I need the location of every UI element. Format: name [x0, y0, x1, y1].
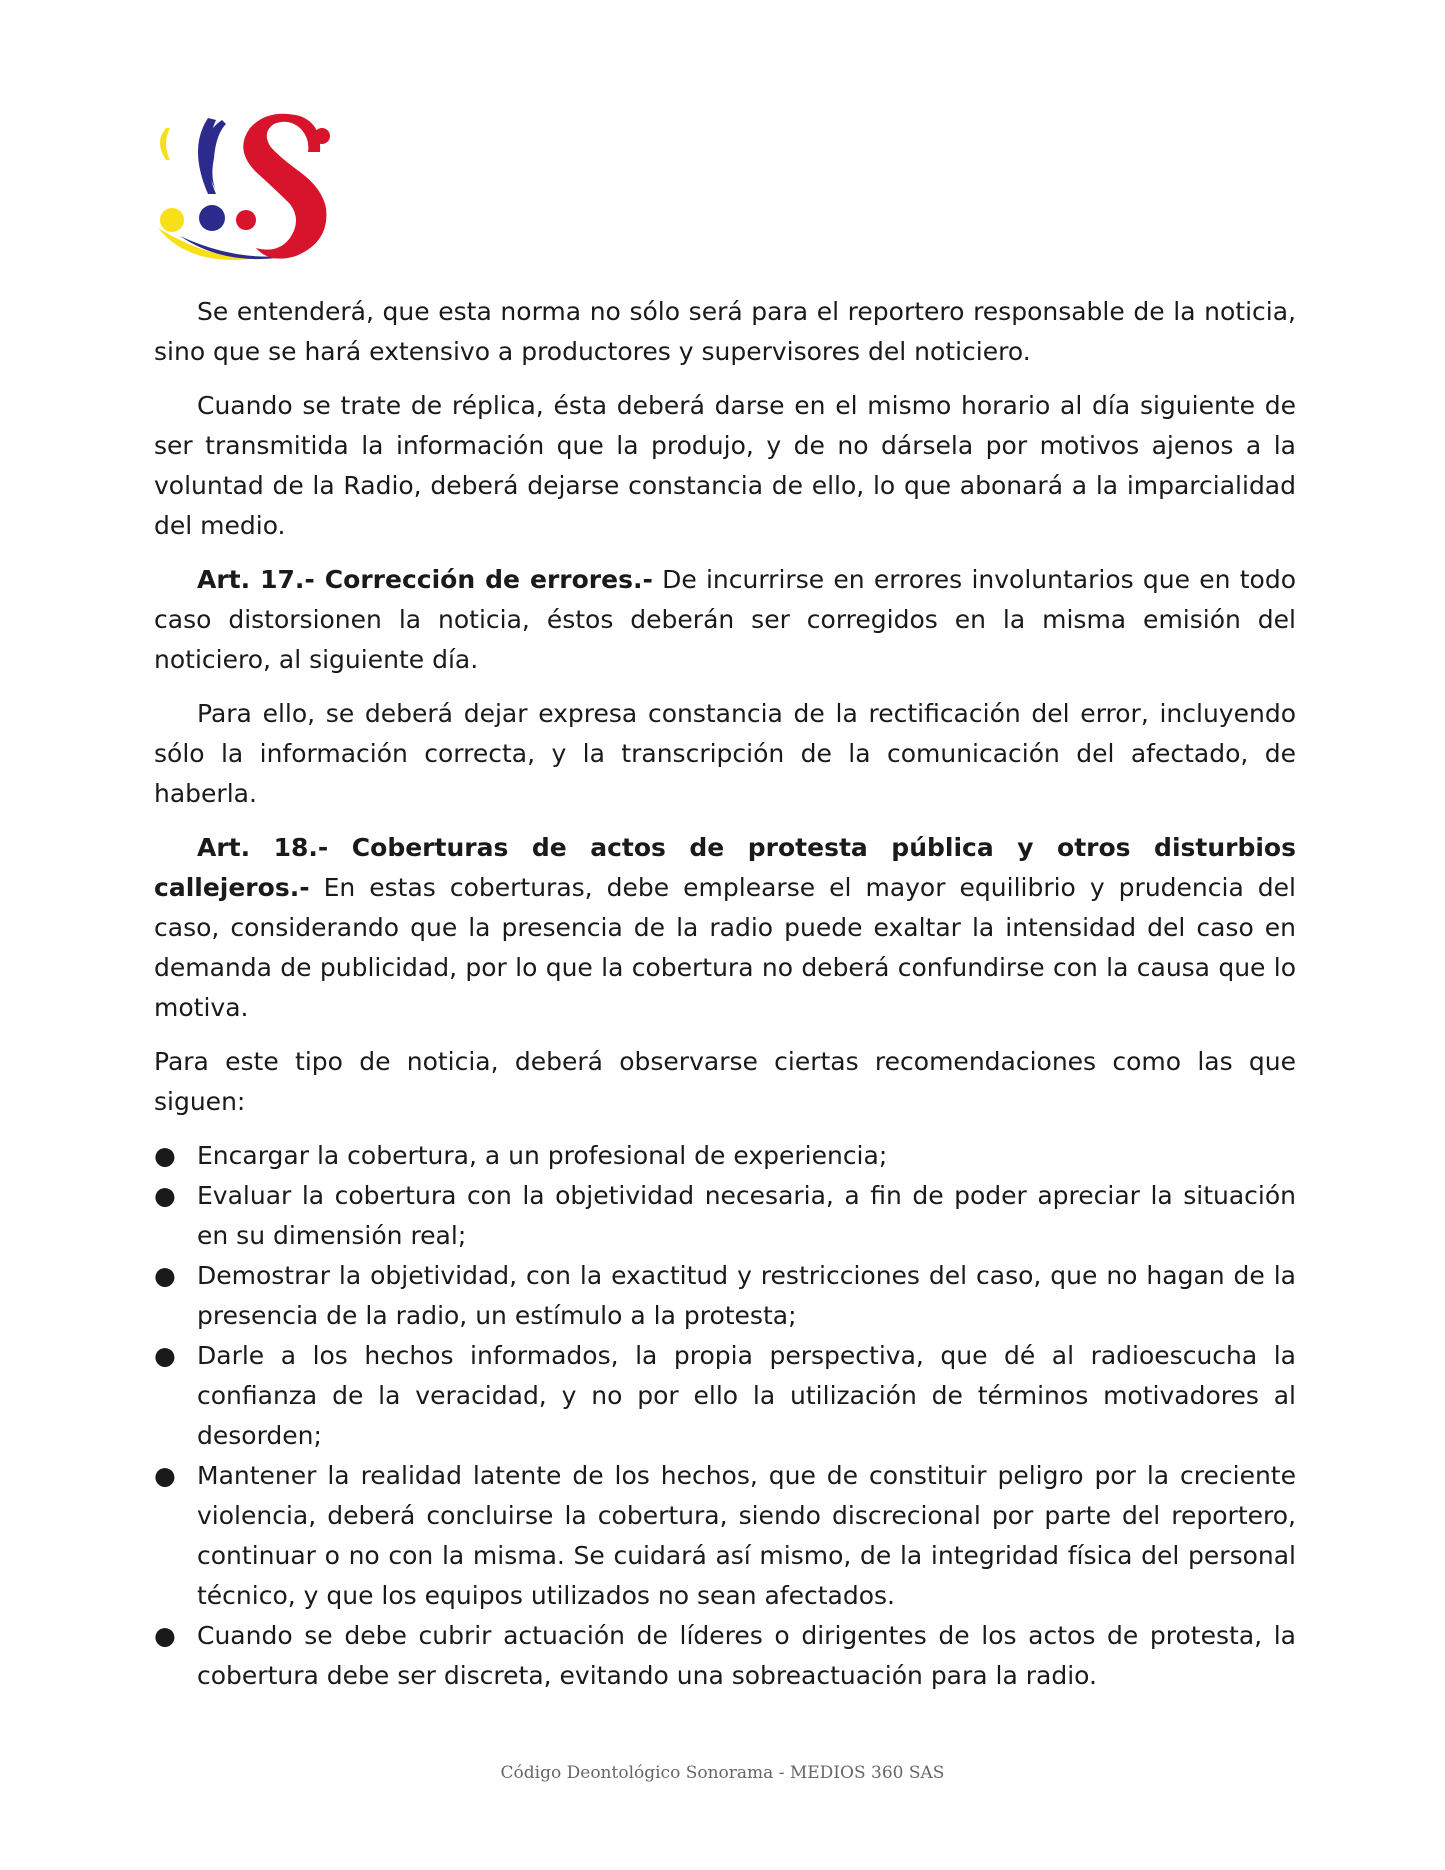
bullet-icon: ●: [154, 1141, 176, 1170]
list-item-text: Evaluar la cobertura con la objetividad necesaria, a fin de poder apreciar la situación en su dimensión real;: [197, 1181, 1296, 1250]
list-item-text: Mantener la realidad latente de los hechos, que de constituir peligro por la creciente violencia, deberá concluirse la cobertura, siendo discrecional por parte del reportero, continuar o no con la misma. Se cuidará así mismo, de la integridad física del personal técnico, y que los equipos utilizados no sean afectados.: [197, 1461, 1296, 1610]
paragraph-4: [154, 694, 1296, 814]
paragraph-text: De incurrirse en errores involuntarios que en todo caso distorsionen la noticia, éstos deberán ser corregidos en la misma emisión del noticiero, al siguiente día.: [154, 565, 1296, 674]
paragraph-text: Para este tipo de noticia, deberá observarse ciertas recomendaciones como las que siguen:: [154, 1047, 1296, 1116]
list-item: [154, 1176, 1296, 1256]
article-18: [154, 828, 1296, 1028]
bullet-icon: ●: [154, 1461, 176, 1490]
list-item: [154, 1336, 1296, 1456]
page-footer: Código Deontológico Sonorama - MEDIOS 360 SAS: [500, 1763, 945, 1783]
list-item-text: Demostrar la objetividad, con la exactitud y restricciones del caso, que no hagan de la presencia de la radio, un estímulo a la protesta;: [197, 1261, 1296, 1330]
bullet-icon: ●: [154, 1341, 176, 1370]
article-heading: Art. 17.- Corrección de errores.-: [197, 565, 653, 594]
list-item: [154, 1456, 1296, 1616]
bullet-icon: ●: [154, 1261, 176, 1290]
list-item: [154, 1616, 1296, 1696]
document-body: [154, 292, 1296, 1696]
paragraph-text: Para ello, se deberá dejar expresa constancia de la rectificación del error, incluyendo sólo la información correcta, y la transcripción de la comunicación del afectado, de haberla.: [154, 699, 1296, 808]
list-item: [154, 1136, 1296, 1176]
paragraph-text: En estas coberturas, debe emplearse el mayor equilibrio y prudencia del caso, considerando que la presencia de la radio puede exaltar la intensidad del caso en demanda de publicidad, por lo que la cobertura no deberá confundirse con la causa que lo motiva.: [154, 873, 1296, 1022]
article-heading: Art. 18.- Coberturas de actos de protesta pública y otros disturbios callejeros.-: [154, 833, 1296, 902]
bullet-icon: ●: [154, 1181, 176, 1210]
logo-red-s: [243, 114, 326, 259]
bullet-icon: ●: [154, 1621, 176, 1650]
list-item-text: Darle a los hechos informados, la propia perspectiva, que dé al radioescucha la confianza de la veracidad, y no por ello la utilización de términos motivadores al desorden;: [197, 1341, 1296, 1450]
logo-yellow-dot: [160, 208, 184, 232]
paragraph-text: Cuando se trate de réplica, ésta deberá darse en el mismo horario al día siguiente de ser transmitida la información que la produjo, y de no dársela por motivos ajenos a la voluntad de la Radio, deberá dejarse constancia de ello, lo que abonará a la imparcialidad del medio.: [154, 391, 1296, 540]
paragraph-2: [154, 386, 1296, 546]
logo-red-dot: [236, 210, 256, 230]
article-17: [154, 560, 1296, 680]
sonorama-logo: [150, 108, 340, 268]
logo-yellow-arc: [160, 128, 170, 160]
paragraph-text: Se entenderá, que esta norma no sólo será para el reportero responsable de la noticia, sino que se hará extensivo a productores y supervisores del noticiero.: [154, 297, 1296, 366]
paragraph-6: [154, 1042, 1296, 1122]
paragraph-1: [154, 292, 1296, 372]
logo-red-dot-top: [314, 128, 330, 144]
list-item-text: Encargar la cobertura, a un profesional de experiencia;: [197, 1141, 888, 1170]
list-item-text: Cuando se debe cubrir actuación de líderes o dirigentes de los actos de protesta, la cobertura debe ser discreta, evitando una sobreactuación para la radio.: [197, 1621, 1296, 1690]
logo-blue-dot: [199, 205, 225, 231]
list-item: [154, 1256, 1296, 1336]
recommendations-list: [154, 1136, 1296, 1696]
